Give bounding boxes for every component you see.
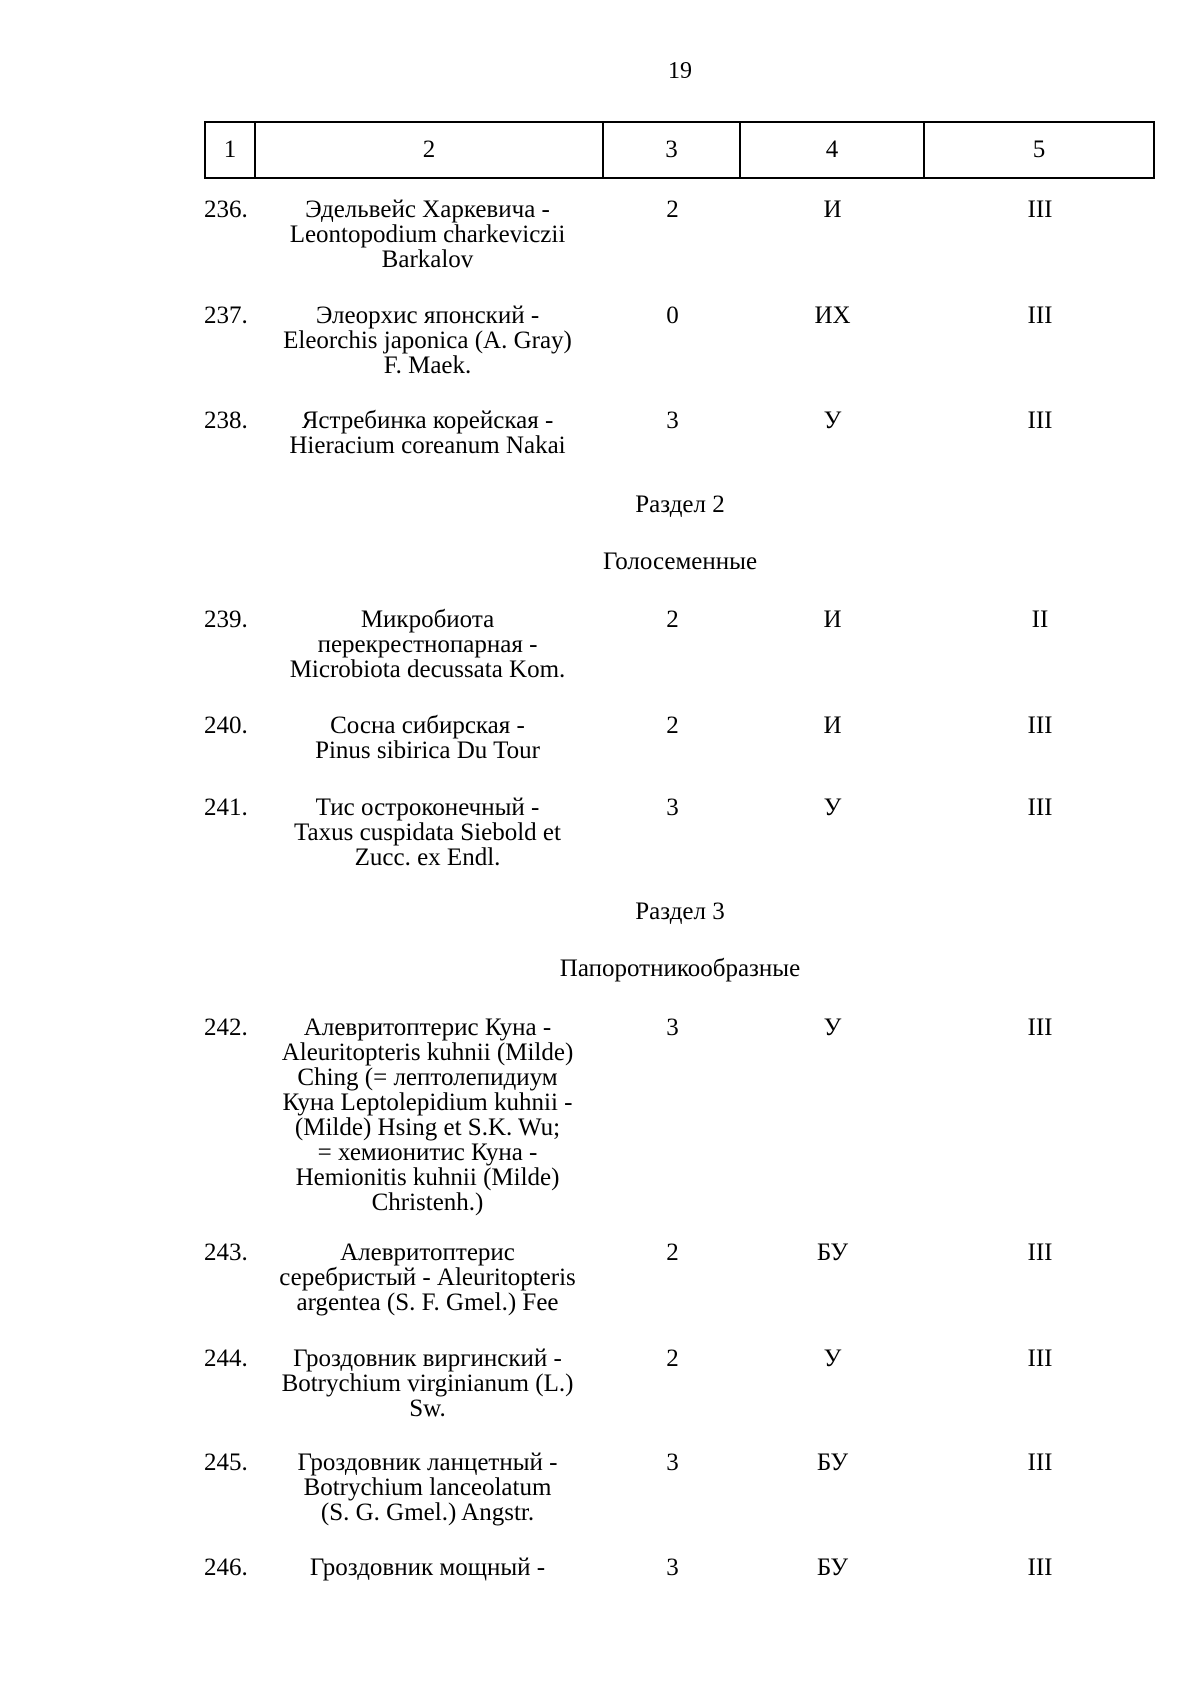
- row-number: 240.: [204, 712, 248, 739]
- species-name-line: Taxus cuspidata Siebold et: [294, 819, 561, 846]
- species-name-line: Гроздовник ланцетный -: [297, 1449, 558, 1476]
- species-name: [250, 197, 605, 272]
- section-title: Папоротникообразные: [559, 955, 801, 982]
- species-name-line: Hemionitis kuhnii (Milde): [295, 1164, 560, 1191]
- priority-value: III: [1027, 712, 1053, 739]
- species-name: [250, 1346, 605, 1421]
- priority-value: III: [1027, 1345, 1053, 1372]
- row-number: 237.: [204, 302, 248, 329]
- status-value: У: [823, 1014, 842, 1041]
- species-name-line: Сосна сибирская -: [330, 712, 525, 739]
- species-name-line: Hieracium coreanum Nakai: [289, 432, 566, 459]
- row-number: 244.: [204, 1345, 248, 1372]
- species-name-line: Pinus sibirica Du Tour: [315, 737, 540, 764]
- species-name-line: Алевритоптерис Куна -: [303, 1014, 552, 1041]
- row-number: 236.: [204, 196, 248, 223]
- row-number: 239.: [204, 606, 248, 633]
- species-name: [250, 1450, 605, 1525]
- species-name: [250, 1555, 605, 1580]
- species-name-line: Aleuritopteris kuhnii (Milde): [281, 1039, 574, 1066]
- species-name-line: (S. G. Gmel.) Angstr.: [320, 1499, 535, 1526]
- row-number: 238.: [204, 407, 248, 434]
- category-value: 3: [666, 1014, 679, 1041]
- category-value: 3: [666, 794, 679, 821]
- status-value: И: [823, 712, 842, 739]
- row-number: 245.: [204, 1449, 248, 1476]
- status-value: И: [823, 606, 842, 633]
- species-name: [250, 1015, 605, 1215]
- status-value: У: [823, 407, 842, 434]
- table-header: [204, 121, 1155, 179]
- species-name-line: Leontopodium charkeviczii: [289, 221, 566, 248]
- category-value: 2: [666, 712, 679, 739]
- category-value: 2: [666, 606, 679, 633]
- species-name-line: Микробиота: [360, 606, 495, 633]
- section-label: Раздел 3: [635, 898, 725, 925]
- species-name-line: (Milde) Hsing et S.K. Wu;: [294, 1114, 561, 1141]
- status-value: ИХ: [814, 302, 851, 329]
- species-name-line: Sw.: [409, 1395, 446, 1422]
- page-number: 19: [668, 58, 692, 84]
- category-value: 2: [666, 1239, 679, 1266]
- status-value: У: [823, 794, 842, 821]
- category-value: 2: [666, 196, 679, 223]
- species-name: [250, 713, 605, 763]
- priority-value: II: [1031, 606, 1049, 633]
- species-name-line: Элеорхис японский -: [315, 302, 540, 329]
- species-name-line: перекрестнопарная -: [317, 631, 538, 658]
- species-name-line: Microbiota decussata Kom.: [289, 656, 566, 683]
- species-name-line: = хемионитис Куна -: [317, 1139, 538, 1166]
- priority-value: III: [1027, 302, 1053, 329]
- status-value: БУ: [816, 1239, 849, 1266]
- category-value: 3: [666, 1554, 679, 1581]
- status-value: БУ: [816, 1554, 849, 1581]
- status-value: БУ: [816, 1449, 849, 1476]
- section-title: Голосеменные: [602, 548, 758, 575]
- species-name-line: Алевритоптерис: [340, 1239, 515, 1266]
- priority-value: III: [1027, 794, 1053, 821]
- species-name: [250, 607, 605, 682]
- header-cell-3: 3: [604, 123, 741, 177]
- priority-value: III: [1027, 1014, 1053, 1041]
- section-label: Раздел 2: [635, 491, 725, 518]
- species-name: [250, 1240, 605, 1315]
- header-cell-5: 5: [1032, 136, 1046, 163]
- species-name-line: Гроздовник виргинский -: [293, 1345, 562, 1372]
- species-name-line: Christenh.): [371, 1189, 484, 1216]
- species-name-line: Zucc. ex Endl.: [354, 844, 501, 871]
- species-name-line: Куна Leptolepidium kuhnii -: [282, 1089, 573, 1116]
- category-value: 3: [666, 1449, 679, 1476]
- priority-value: III: [1027, 1554, 1053, 1581]
- row-number: 243.: [204, 1239, 248, 1266]
- row-number: 242.: [204, 1014, 248, 1041]
- header-cell-1: 1: [206, 123, 256, 177]
- priority-value: III: [1027, 407, 1053, 434]
- row-number: 241.: [204, 794, 248, 821]
- header-cell-2: 2: [256, 123, 604, 177]
- species-name-line: argentea (S. F. Gmel.) Fee: [296, 1289, 559, 1316]
- species-name-line: серебристый - Aleuritopteris: [279, 1264, 576, 1291]
- category-value: 0: [666, 302, 679, 329]
- species-name: [250, 408, 605, 458]
- header-cell-4: 4: [741, 123, 925, 177]
- species-name-line: F. Maek.: [383, 352, 472, 379]
- species-name-line: Botrychium virginianum (L.): [281, 1370, 574, 1397]
- priority-value: III: [1027, 1449, 1053, 1476]
- status-value: И: [823, 196, 842, 223]
- species-name: [250, 303, 605, 378]
- species-name-line: Тис остроконечный -: [315, 794, 540, 821]
- species-name-line: Эдельвейс Харкевича -: [305, 196, 550, 223]
- priority-value: III: [1027, 1239, 1053, 1266]
- species-name-line: Barkalov: [381, 246, 474, 273]
- species-name-line: Ястребинка корейская -: [301, 407, 554, 434]
- species-name-line: Eleorchis japonica (A. Gray): [283, 327, 572, 354]
- category-value: 2: [666, 1345, 679, 1372]
- priority-value: III: [1027, 196, 1053, 223]
- species-name: [250, 795, 605, 870]
- species-name-line: Botrychium lanceolatum: [303, 1474, 552, 1501]
- category-value: 3: [666, 407, 679, 434]
- row-number: 246.: [204, 1554, 248, 1581]
- species-name-line: Гроздовник мощный -: [309, 1554, 546, 1581]
- species-name-line: Ching (= лептолепидиум: [297, 1064, 558, 1091]
- status-value: У: [823, 1345, 842, 1372]
